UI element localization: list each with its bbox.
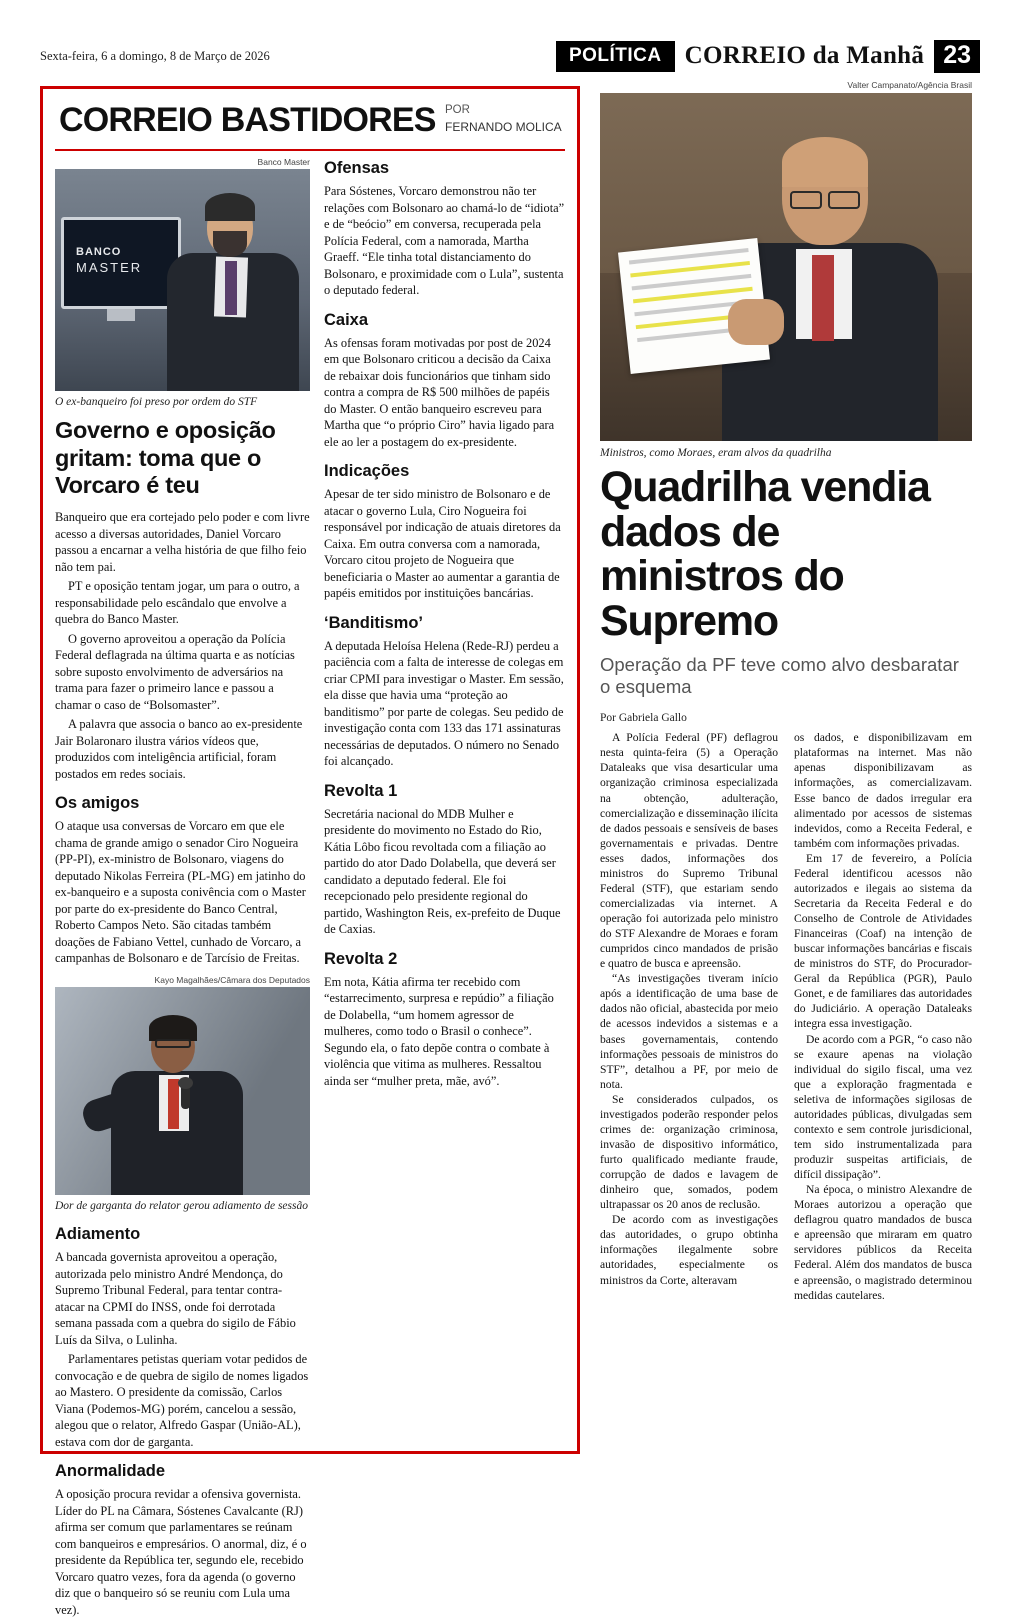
subhead-adiamento: Adiamento bbox=[55, 1225, 141, 1243]
paragraph: O ataque usa conversas de Vorcaro em que ele chama de grande amigo o senador Ciro Nogueira (PP-PI), ex-ministro de Bolsonaro, viagens do deputado Nikolas Ferreira (PL-MG) em jatinho do ex-banqueiro e a suposta conivência com o Master por parte do ex-presidente do Banco Central, Roberto Campos Neto. São citadas também doações de Fabiano Vettel, cunhado de Vorcaro, a campanhas de Bolsonaro e de Tarcísio de Freitas. bbox=[55, 819, 306, 966]
subject-scalp bbox=[782, 137, 868, 187]
paragraph: Apesar de ter sido ministro de Bolsonaro e de atacar o governo Lula, Ciro Nogueira foi responsável por indicação de atuais diretores da Caixa. Em outra conversa com a namorada, Vorcaro citou projeto de Nogueira que beneficiaria o Master ao aumentar a garantia de papéis emitidos por instituições bancárias. bbox=[324, 487, 561, 600]
photo-banco-master bbox=[55, 169, 310, 391]
byline-author: FERNANDO MOLICA bbox=[445, 119, 562, 134]
photo1-credit: Banco Master bbox=[257, 157, 310, 167]
paragraph: A oposição procura revidar a ofensiva governista. Líder do PL na Câmara, Sóstenes Cavalcante (RJ) afirma ser comum que parlamentares se reúnam com banqueiros e empresários. O anormal, diz, é o presidente da República ter, segundo ele, recebido Vorcaro quatro vezes, fora da agenda (o governo diz que o banqueiro só se reuniu com Lula uma vez). bbox=[55, 1487, 307, 1617]
microphone-head bbox=[178, 1077, 193, 1089]
photo1-caption: O ex-banqueiro foi preso por ordem do STF bbox=[55, 396, 258, 408]
monitor-logo bbox=[64, 220, 178, 276]
subject-tie bbox=[812, 255, 834, 341]
paragraph: Em 17 de fevereiro, a Polícia Federal identificou acessos não autorizados e ilegais ao sistema da Secretaria da Receita Federal e do Conselho de Controle de Atividades Financeiras (Coaf) na intenção de buscar informações bancárias e fiscais de ministros do STF, do Procurador-Geral da República (PGR), Paulo Gonet, e de familiares das autoridades do Judiciário. A operação Dataleaks integra essa investigação. bbox=[794, 851, 972, 1031]
paragraph: A bancada governista aproveitou a operação, autorizada pelo ministro André Mendonça, do Supremo Tribunal Federal, para tentar contra-atacar na CPMI do INSS, onde foi derrotada semana passada com a quebra do sigilo de Fábio Luís da Silva, o Lulinha. bbox=[55, 1250, 296, 1347]
page-number: 23 bbox=[934, 40, 980, 73]
photo2-caption: Dor de garganta do relator gerou adiamento de sessão bbox=[55, 1199, 308, 1212]
monitor-shape bbox=[61, 217, 181, 309]
main-photo-caption: Ministros, como Moraes, eram alvos da quadrilha bbox=[600, 447, 832, 459]
bastidores-header bbox=[55, 99, 565, 147]
subhead-banditismo: ‘Banditismo’ bbox=[324, 613, 424, 632]
paragraph: Para Sóstenes, Vorcaro demonstrou não ter relações com Bolsonaro ao chamá-lo de “idiota” e de “beócio” em conversa, recuperada pela Polícia Federal, com a namorada, Martha Graeff. “Ele tinha total distanciamento do Bolsonaro, e proximidade com o Lula”, sustenta o deputado federal. bbox=[324, 184, 565, 297]
bastidores-column-1 bbox=[55, 157, 310, 1621]
masthead-right bbox=[556, 40, 980, 73]
bastidores-column-2 bbox=[324, 157, 565, 1621]
main-headline: Quadrilha vendia dados de ministros do Supremo bbox=[600, 463, 930, 646]
photo-ministro-moraes bbox=[600, 93, 972, 441]
monitor-stand bbox=[107, 309, 135, 321]
paragraph: A Polícia Federal (PF) deflagrou nesta quinta-feira (5) a Operação Dataleaks que visa desarticular uma organização criminosa especializada na obtenção, adulteração, comercialização e disseminação ilícita de dados pessoais e sensíveis de bases governamentais e privadas. Dentre esses dados, informações dos ministros do Supremo Tribunal Federal (STF), que estariam sendo comercializadas via internet. A operação foi autorizada pelo ministro do STF Alexandre de Moraes e foram cumpridos cinco mandados de prisão e quatro de busca e apreensão. bbox=[600, 731, 778, 971]
subhead-os-amigos: Os amigos bbox=[55, 794, 140, 813]
article-byline: Por Gabriela Gallo bbox=[600, 712, 687, 725]
paragraph: As ofensas foram motivadas por post de 2024 em que Bolsonaro criticou a decisão da Caixa de rebaixar dois funcionários que tinham sido contra a compra de R$ 500 milhões de papéis do Master. O então banqueiro escreveu para Martha que “o próprio Ciro” havia ligado para ele ao ler a postagem do ex-presidente. bbox=[324, 335, 555, 449]
subject-glasses-right bbox=[828, 191, 860, 209]
paragraph: O governo aproveitou a operação da Polícia Federal deflagrada na última quarta e as notícias sobre suposto envolvimento de adversários na trama para fazer o primeiro lance e passou a chamar o caso de “Bolsomaster”. bbox=[55, 631, 295, 712]
paragraph: PT e oposição tentam jogar, um para o outro, a responsabilidade pelo escândalo que envolve a quebra do Banco Master. bbox=[55, 579, 300, 627]
subject-glasses bbox=[155, 1039, 191, 1048]
subject-tie bbox=[168, 1079, 179, 1129]
subject-beard bbox=[213, 231, 247, 257]
paragraph: Parlamentares petistas queriam votar pedidos de convocação e de quebra de sigilo de nomes ligados ao Mastero. O presidente da comissão, Carlos Viana (Podemos-MG) porém, cancelou a sessão, alegou que o relator, Alfredo Gaspar (União-AL), estava com dor de garganta. bbox=[55, 1352, 309, 1449]
masthead bbox=[40, 40, 980, 74]
main-photo-credit: Valter Campanato/Agência Brasil bbox=[847, 80, 972, 90]
paragraph: De acordo com as investigações das autoridades, o grupo obtinha informações ilegalmente sobre autoridades, especialmente os ministros da Corte, alteravam bbox=[600, 1213, 778, 1287]
paragraph: De acordo com a PGR, “o caso não se exaure apenas na violação individual do sigilo fiscal, uma vez que a exploração fragmentada e seletiva de informações sigilosas de autoridades públicas, divulgadas sem contexto e sem controle jurisdicional, tem sido instrumentalizada para produzir suspeitas artificiais, de difícil dissipação”. bbox=[794, 1032, 972, 1182]
paragraph: “As investigações tiveram início após a identificação de uma base de dados não oficial, abastecida por meio de acessos indevidos a sistemas e a bases governamentais, contendo informações pessoais de ministros do STF”, detalhou a PF, por meio de nota. bbox=[600, 972, 778, 1091]
paragraph: A deputada Heloísa Helena (Rede-RJ) perdeu a paciência com a falta de interesse de colegas em criar CPMI para investigar o Master. Em sessão, ela disse que havia uma “proteção ao banditismo” por parte de colegas. Seu pedido de investigação conta com 133 das 171 assinaturas necessárias de deputados. O número no Senado foi alcançado. bbox=[324, 638, 564, 768]
bastidores-headline: Governo e oposição gritam: toma que o Vorcaro é teu bbox=[55, 417, 276, 498]
subject-glasses-left bbox=[790, 191, 822, 209]
bastidores-title: CORREIO BASTIDORES bbox=[59, 101, 436, 139]
red-divider bbox=[55, 149, 565, 151]
article-column-1 bbox=[600, 730, 778, 1302]
paragraph: Em nota, Kátia afirma ter recebido com “estarrecimento, surpresa e repúdio” a filiação de Dolabella, “um homem agressor de mulheres, como todo o Brasil o conhece”. Segundo ela, o fato depõe contra o combate à violência que vitima as mulheres. Ressaltou ainda ser “mulher preta, mãe, avó”. bbox=[324, 974, 554, 1088]
correio-bastidores-block bbox=[40, 86, 580, 1617]
paragraph: Banqueiro que era cortejado pelo poder e com livre acesso a diversas autoridades, Daniel Vorcaro passou a encarnar a velha história de que filho feio não tem pai. bbox=[55, 510, 310, 574]
subject-hair bbox=[149, 1015, 197, 1041]
paper-name: CORREIO da Manhã bbox=[684, 42, 925, 70]
paragraph: Secretária nacional do MDB Mulher e presidente do movimento no Estado do Rio, Kátia Lôbo ficou revoltada com a filiação ao partido do ator Dado Dolabella, que deverá ser candidato a deputado federal. Ele foi recepcionado pelo presidente regional do partido, Washington Reis, ex-prefeito de Duque de Caxias. bbox=[324, 806, 561, 936]
paragraph: Se considerados culpados, os investigados poderão responder pelos crimes de: organização criminosa, invasão de dispositivo informático, furto qualificado mediante fraude, corrupção de dados e lavagem de dinheiro que, somados, podem ultrapassar os 20 anos de reclusão. bbox=[600, 1092, 778, 1212]
subject-hair bbox=[205, 193, 255, 221]
article-column-2 bbox=[794, 730, 972, 1302]
subhead-revolta-2: Revolta 2 bbox=[324, 949, 398, 968]
paragraph: A palavra que associa o banco ao ex-presidente Jair Bolaronaro ilustra vários vídeos que, produzidos com inteligência artificial, foram postados em redes sociais. bbox=[55, 717, 303, 781]
subhead-anormalidade: Anormalidade bbox=[55, 1462, 166, 1480]
section-tag: POLÍTICA bbox=[556, 41, 675, 72]
logo-top: BANCO bbox=[76, 246, 122, 258]
subhead-caixa: Caixa bbox=[324, 310, 369, 329]
subhead-revolta-1: Revolta 1 bbox=[324, 781, 398, 800]
bastidores-columns bbox=[55, 157, 565, 1621]
logo-bottom: MASTER bbox=[76, 259, 143, 275]
subject-tie bbox=[225, 261, 237, 315]
subhead-indicacoes: Indicações bbox=[324, 462, 410, 480]
byline-label: POR bbox=[445, 104, 470, 116]
main-subheadline: Operação da PF teve como alvo desbaratar o esquema bbox=[600, 653, 959, 698]
photo2-credit: Kayo Magalhães/Câmara dos Deputados bbox=[154, 974, 310, 985]
issue-date: Sexta-feira, 6 a domingo, 8 de Março de 2026 bbox=[40, 49, 270, 63]
photo-deputado bbox=[55, 987, 310, 1195]
subhead-ofensas: Ofensas bbox=[324, 159, 390, 177]
paragraph: os dados, e disponibilizavam em plataformas na internet. Mas não apenas disponibilizavam as informações, as comercializavam. Esse banco de dados irregular era alimentado por acessos de sistemas indevidos, como a Receita Federal, e também com informações privadas. bbox=[794, 731, 972, 850]
main-article bbox=[600, 80, 972, 1456]
article-columns bbox=[600, 730, 972, 1302]
paragraph: Na época, o ministro Alexandre de Moraes autorizou a operação que deflagrou quatro mandados de busca e apreensão que miraram em quatro servidores públicos da Receita Federal. Além dos mandatos de busca e apreensão, o magistrado determinou medidas cautelares. bbox=[794, 1183, 972, 1302]
bastidores-byline bbox=[445, 103, 562, 135]
subject-hand bbox=[728, 299, 784, 345]
